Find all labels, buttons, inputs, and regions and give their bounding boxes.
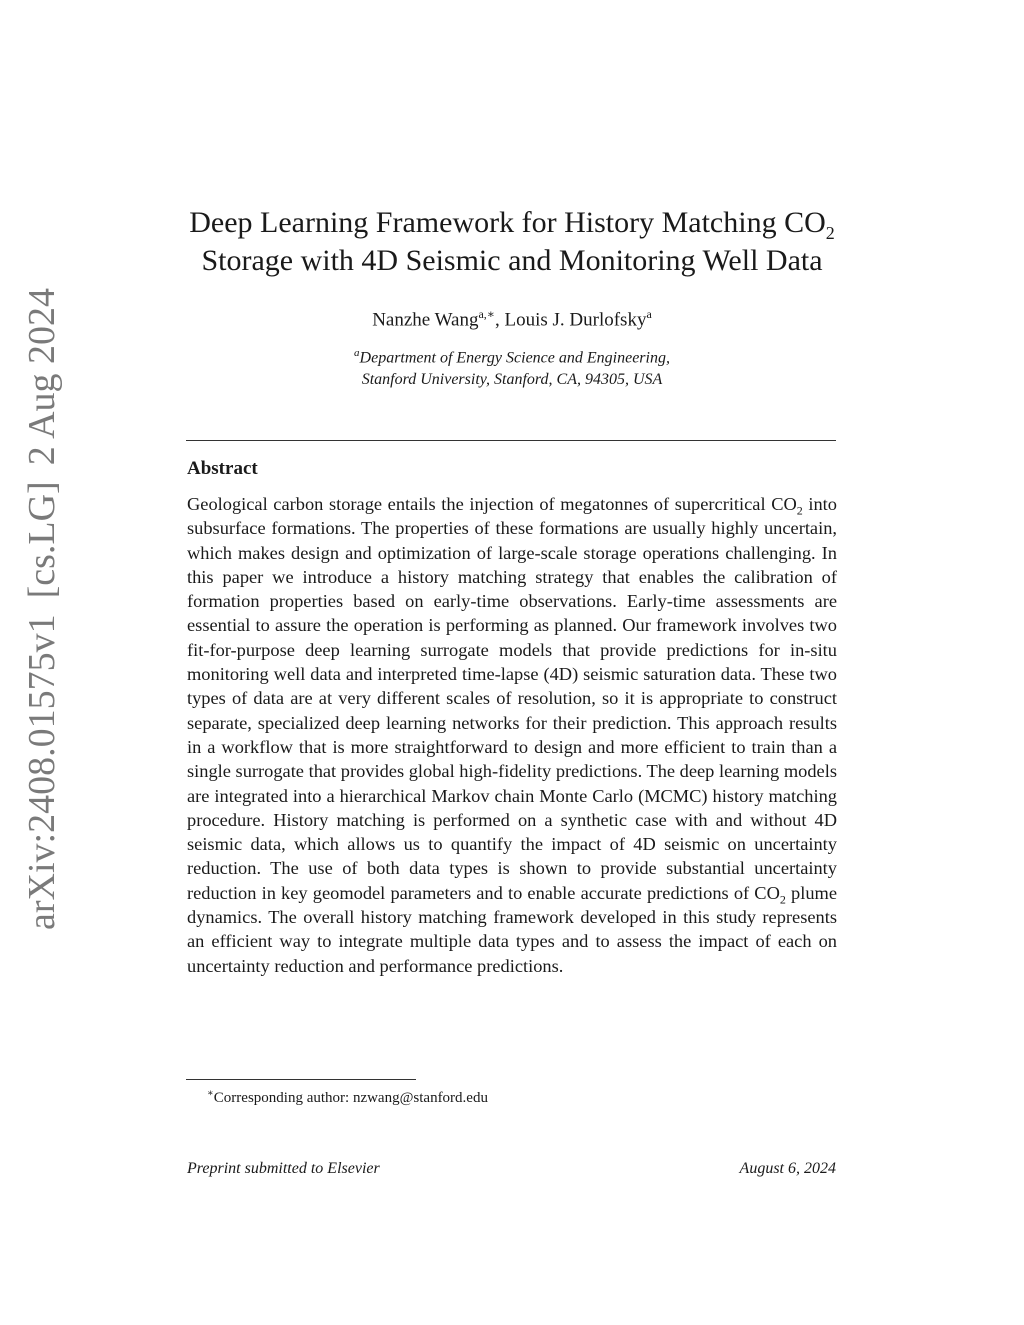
author-affiliation-mark: a xyxy=(646,307,652,321)
author-affiliation-mark: a,∗ xyxy=(478,307,495,321)
abstract-top-rule xyxy=(186,440,836,441)
arxiv-category: [cs.LG] xyxy=(21,481,63,599)
arxiv-identifier-stamp xyxy=(14,287,70,930)
preprint-date: August 6, 2024 xyxy=(739,1160,836,1177)
paper-title xyxy=(150,204,874,280)
title-line-2: Storage with 4D Seismic and Monitoring Well Data xyxy=(201,244,823,277)
author-name: Louis J. Durlofsky xyxy=(504,309,647,331)
affiliation-line-1: $^a$Department of Energy Science and Engineering, xyxy=(354,347,670,367)
author-name: Nanzhe Wang xyxy=(372,309,479,331)
corresponding-author-footnote: ∗Corresponding author: nzwang@stanford.edu xyxy=(207,1088,488,1106)
footnote-rule xyxy=(186,1079,416,1080)
affiliation xyxy=(150,342,874,391)
affiliation-line-2: Stanford University, Stanford, CA, 94305, USA xyxy=(361,371,663,389)
preprint-note: Preprint submitted to Elsevier xyxy=(187,1160,380,1177)
arxiv-id[interactable]: arXiv:2408.01575v1 xyxy=(21,614,63,930)
author-list: Nanzhe Wang$^{a,∗}$, Louis J. Durlofsky$^a$ xyxy=(372,307,652,331)
abstract-heading: Abstract xyxy=(187,458,258,479)
arxiv-date: 2 Aug 2024 xyxy=(21,287,63,466)
title-line-1: Deep Learning Framework for History Matching $CO_2$ xyxy=(189,206,835,243)
abstract-body: Geological carbon storage entails the injection of megatonnes of supercritical $CO_2$ into subsurface formations. The properties of these formations are usually highly uncertain, which makes design and optimization of large-scale storage operations challenging. In this paper we introduce a history matching strategy that enables the calibration of formation properties based on early-time observations. Early-time assessments are essential to assure the operation is performing as planned. Our framework involves two fit-for-purpose deep learning surrogate models that provide predictions for in-situ monitoring well data and interpreted time-lapse (4D) seismic saturation data. These two types of data are at very different scales of resolution, so it is appropriate to construct separate, specialized deep learning networks for their prediction. This approach results in a workflow that is more straightforward to design and more efficient to train than a single surrogate that provides global high-fidelity predictions. The deep learning models are integrated into a hierarchical Markov chain Monte Carlo (MCMC) history matching procedure. History matching is performed on a synthetic case with and without 4D seismic data, which allows us to quantify the impact of 4D seismic on uncertainty reduction. The use of both data types is shown to provide substantial uncertainty reduction in key geomodel parameters and to enable accurate predictions of $CO_2$ plume dynamics. The overall history matching framework developed in this study represents an efficient way to integrate multiple data types and to assess the impact of each on uncertainty reduction and performance predictions. xyxy=(187,494,837,976)
